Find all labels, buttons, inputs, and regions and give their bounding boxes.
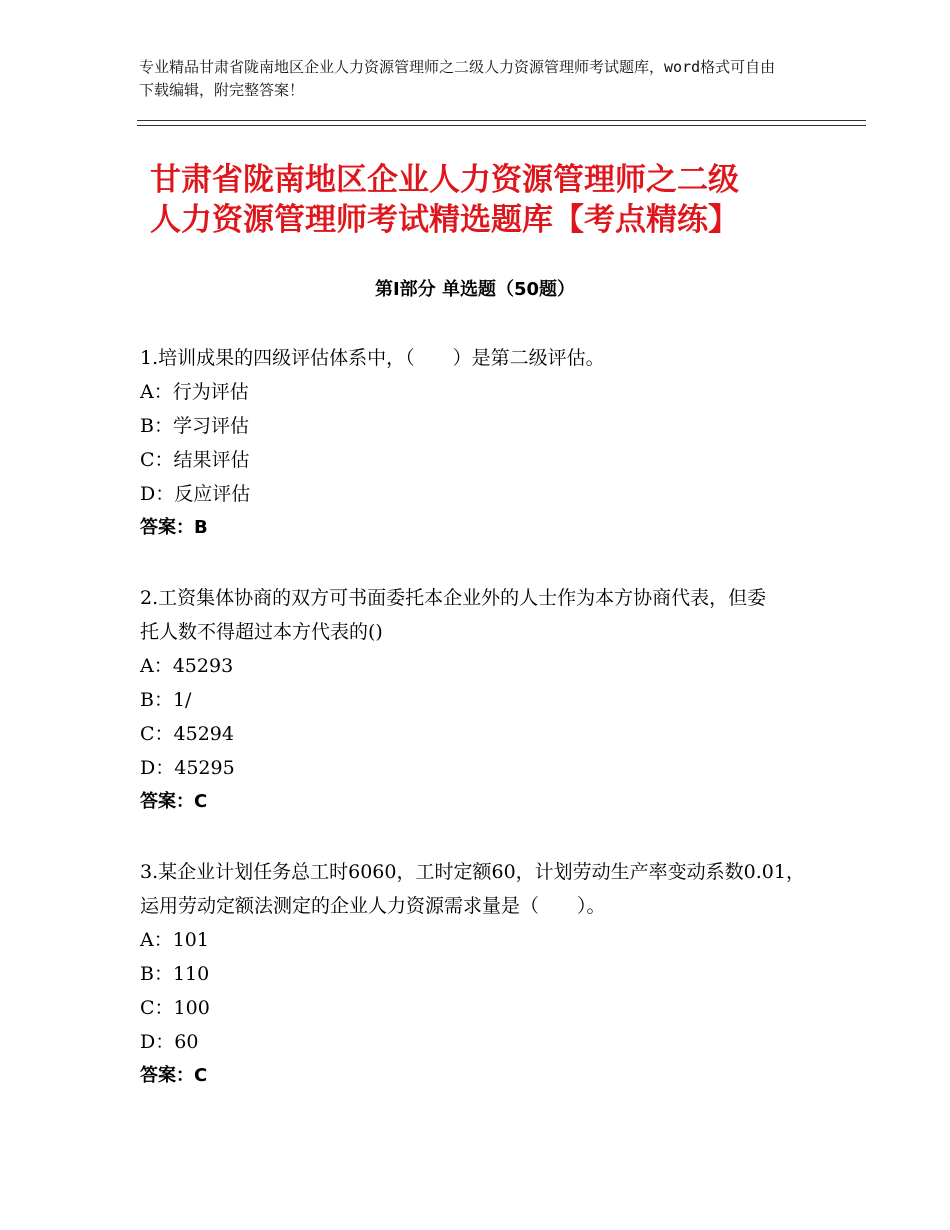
option-c: C：100 <box>140 997 210 1019</box>
header-divider <box>137 120 866 126</box>
question-stem: 2.工资集体协商的双方可书面委托本企业外的人士作为本方协商代表，但委托人数不得超过本方代表的() <box>140 587 767 643</box>
option-a: A：行为评估 <box>140 381 249 403</box>
document-title <box>150 160 870 240</box>
question-3 <box>140 855 810 1093</box>
title-line-2: 人力资源管理师考试精选题库【考点精练】 <box>150 202 739 238</box>
option-b: B：学习评估 <box>140 415 249 437</box>
option-a: A：101 <box>140 929 209 951</box>
question-2 <box>140 581 780 819</box>
option-a: A：45293 <box>140 655 234 677</box>
answer: 答案：C <box>140 791 208 812</box>
option-b: B：110 <box>140 963 210 985</box>
option-b: B：1/ <box>140 689 192 711</box>
option-d: D：60 <box>140 1031 199 1053</box>
option-d: D：45295 <box>140 757 235 779</box>
question-stem: 1.培训成果的四级评估体系中，（ ）是第二级评估。 <box>140 347 605 369</box>
section-heading: 第Ⅰ部分 单选题（50题） <box>374 279 575 300</box>
question-stem: 3.某企业计划任务总工时6060，工时定额60，计划劳动生产率变动系数0.01，运用劳动定额法测定的企业人力资源需求量是（ ）。 <box>140 861 805 917</box>
option-d: D：反应评估 <box>140 483 251 505</box>
answer: 答案：C <box>140 1065 208 1086</box>
question-1 <box>140 341 820 545</box>
option-c: C：结果评估 <box>140 449 250 471</box>
option-c: C：45294 <box>140 723 234 745</box>
answer: 答案：B <box>140 517 208 538</box>
title-line-1: 甘肃省陇南地区企业人力资源管理师之二级 <box>150 162 739 198</box>
header-note: 专业精品甘肃省陇南地区企业人力资源管理师之二级人力资源管理师考试题库，word格式可自由下载编辑，附完整答案！ <box>139 58 776 99</box>
